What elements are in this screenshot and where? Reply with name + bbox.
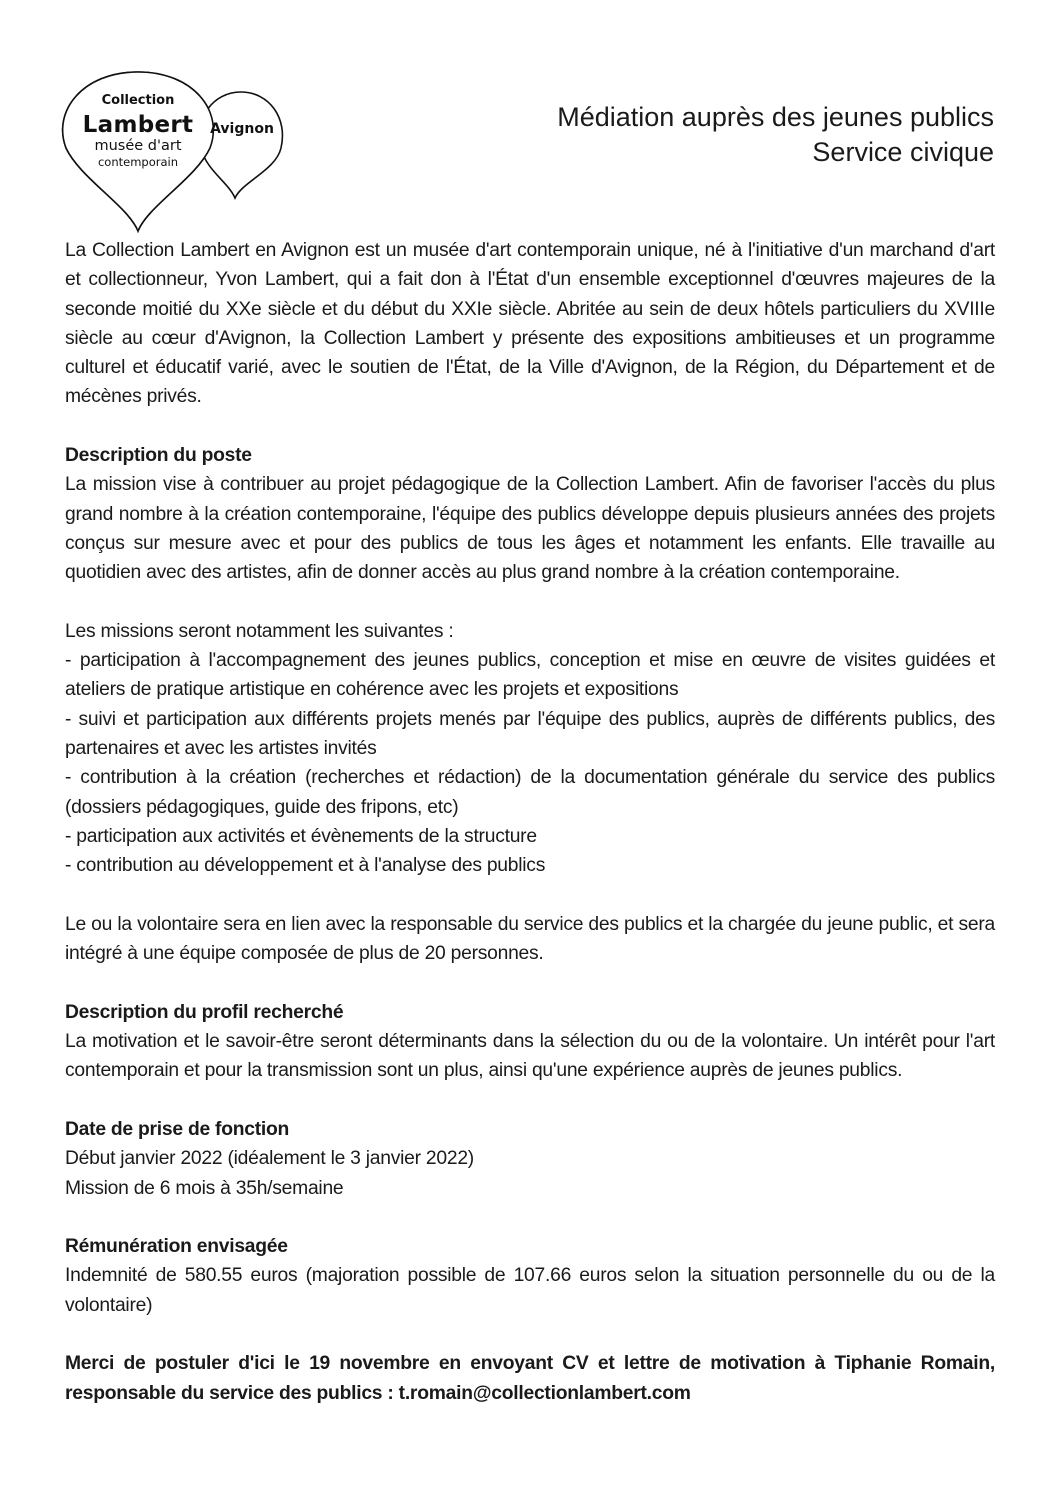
date-line-2: Mission de 6 mois à 35h/semaine (65, 1177, 344, 1199)
intro-paragraph: La Collection Lambert en Avignon est un musée d'art contemporain unique, né à l'initiative d'un marchand d'art et collectionneur, Yvon Lambert, qui a fait don à l'État d'un ensemble exceptionnel d'œuvres majeures de la seconde moitié du XXe siècle et du début du XXIe siècle. Abritée au sein de deux hôtels particuliers du XVIIIe siècle au cœur d'Avignon, la Collection Lambert y présente des expositions ambitieuses et un programme culturel et éducatif varié, avec le soutien de l'État, de la Ville d'Avignon, de la Région, du Département et de mécènes privés. (65, 240, 995, 408)
document-title (557, 100, 994, 170)
title-line: Médiation auprès des jeunes publics (557, 102, 994, 132)
mission-item: - participation à l'accompagnement des jeunes publics, conception et mise en œuvre de visites guidées et ateliers de pratique artistique en cohérence avec les projets et expositions (65, 650, 995, 701)
mission-item: - participation aux activités et évènements de la structure (65, 825, 537, 847)
logo-collection-text: Collection (101, 93, 175, 108)
mission-item: - contribution à la création (recherches et rédaction) de la documentation générale du service des publics (dossiers pédagogiques, guide des fripons, etc) (65, 767, 995, 818)
remuneration-heading: Rémunération envisagée (65, 1236, 288, 1258)
date-heading: Date de prise de fonction (65, 1118, 290, 1140)
apply-text: Merci de postuler d'ici le 19 novembre en envoyant CV et lettre de motivation à Tiphanie Romain, responsable du service des publics : (65, 1353, 995, 1404)
mission-item: - contribution au développement et à l'analyse des publics (65, 855, 546, 877)
collection-lambert-logo (58, 66, 298, 236)
logo-lambert-text: Lambert (82, 112, 194, 138)
document-body (65, 236, 995, 1408)
logo-contemporain-text: contemporain (97, 155, 179, 169)
apply-paragraph (65, 1349, 995, 1408)
team-paragraph: Le ou la volontaire sera en lien avec la responsable du service des publics et la chargée du jeune public, et sera intégré à une équipe composée de plus de 20 personnes. (65, 913, 995, 965)
date-line-1: Début janvier 2022 (idéalement le 3 janvier 2022) (65, 1148, 474, 1170)
description-poste-heading: Description du poste (65, 445, 252, 467)
profil-heading: Description du profil recherché (65, 1001, 344, 1023)
logo-musee-text: musée d'art (94, 138, 182, 154)
contact-email-link[interactable]: t.romain@collectionlambert.com (398, 1382, 691, 1404)
description-poste-text: La mission vise à contribuer au projet pédagogique de la Collection Lambert. Afin de favoriser l'accès du plus grand nombre à la création contemporaine, l'équipe des publics développe depuis plusieurs années des projets conçus sur mesure avec et pour des publics de tous les âges et notamment les enfants. Elle travaille au quotidien avec des artistes, afin de donner accès au plus grand nombre à la création contemporaine. (65, 474, 995, 584)
subtitle-line: Service civique (812, 137, 994, 167)
mission-item: - suivi et participation aux différents projets menés par l'équipe des publics, auprès de différents publics, des partenaires et avec les artistes invités (65, 708, 995, 760)
logo-avignon-text: Avignon (210, 121, 274, 137)
profil-text: La motivation et le savoir-être seront déterminants dans la sélection du ou de la volontaire. Un intérêt pour l'art contemporain et pour la transmission sont un plus, ainsi qu'une expérience auprès de jeunes publics. (65, 1031, 995, 1082)
missions-intro: Les missions seront notamment les suivantes : (65, 620, 454, 642)
remuneration-text: Indemnité de 580.55 euros (majoration possible de 107.66 euros selon la situation personnelle du ou de la volontaire) (65, 1265, 995, 1316)
